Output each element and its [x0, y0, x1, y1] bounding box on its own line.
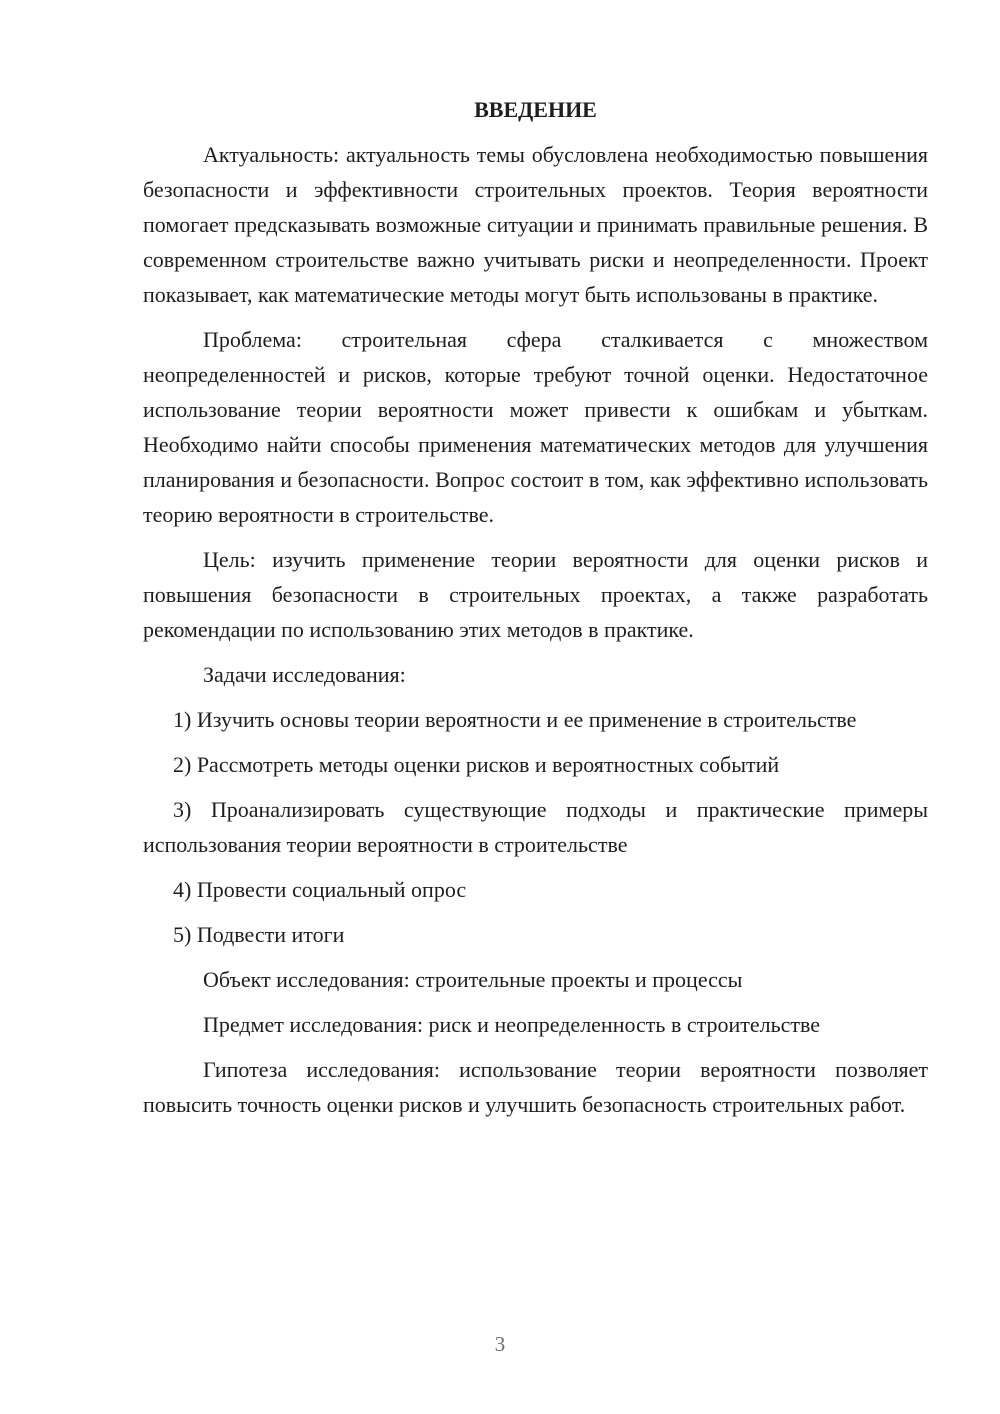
task-item-4: 4) Провести социальный опрос — [173, 877, 467, 902]
relevance-paragraph: Актуальность: актуальность темы обусловлена необходимостью повышения безопасности и эффективности строительных проектов. Теория вероятности помогает предсказывать возможные ситуации и принимать правильные решения. В современном строительстве важно учитывать риски и неопределенности. Проект показывает, как математические методы могут быть использованы в практике. — [143, 142, 928, 307]
task-item-5: 5) Подвести итоги — [173, 922, 345, 947]
page-number: 3 — [494, 1332, 506, 1356]
task-item-1: 1) Изучить основы теории вероятности и ее применение в строительстве — [173, 707, 857, 732]
subject-paragraph: Предмет исследования: риск и неопределенность в строительстве — [203, 1012, 821, 1037]
object-paragraph: Объект исследования: строительные проекты и процессы — [203, 967, 743, 992]
goal-paragraph: Цель: изучить применение теории вероятности для оценки рисков и повышения безопасности в строительных проектах, а также разработать рекомендации по использованию этих методов в практике. — [143, 547, 928, 642]
document-page — [143, 92, 928, 1132]
problem-paragraph: Проблема: строительная сфера сталкивается с множеством неопределенностей и рисков, которые требуют точной оценки. Недостаточное использование теории вероятности может привести к ошибкам и убыткам. Необходимо найти способы применения математических методов для улучшения планирования и безопасности. Вопрос состоит в том, как эффективно использовать теорию вероятности в строительстве. — [143, 327, 928, 527]
hypothesis-paragraph: Гипотеза исследования: использование теории вероятности позволяет повысить точность оценки рисков и улучшить безопасность строительных работ. — [143, 1057, 928, 1117]
task-item-3: 3) Проанализировать существующие подходы и практические примеры использования теории вероятности в строительстве — [143, 797, 928, 857]
page-title: ВВЕДЕНИЕ — [474, 97, 597, 122]
task-item-2: 2) Рассмотреть методы оценки рисков и вероятностных событий — [173, 752, 780, 777]
tasks-heading: Задачи исследования: — [203, 662, 406, 687]
